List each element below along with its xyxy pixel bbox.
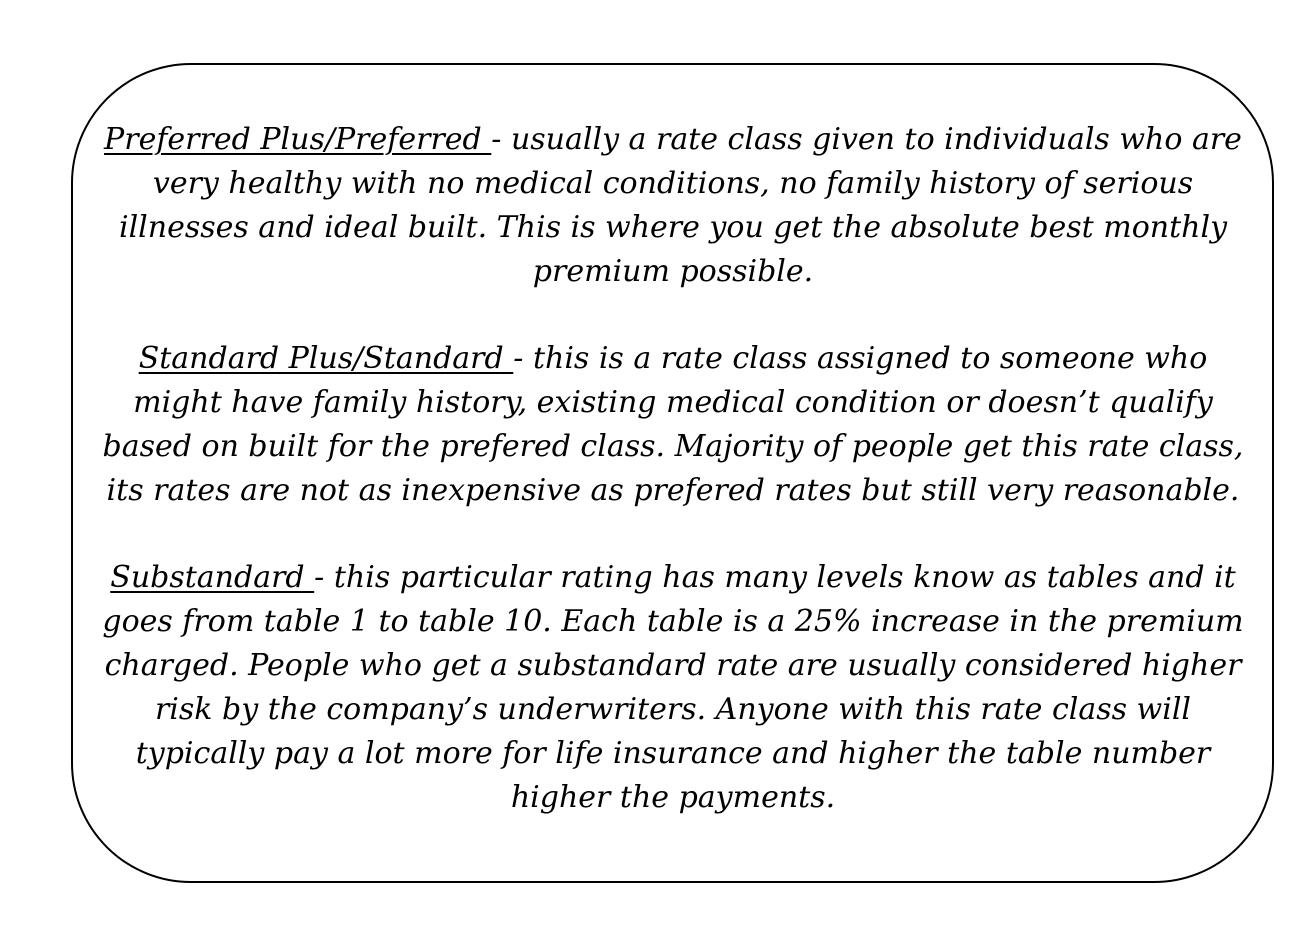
term-preferred: Preferred Plus/Preferred <box>104 122 492 157</box>
description-preferred: - usually a rate class given to individuals who are very healthy with no medical conditions, no family history of serious illnesses and ideal built. This is where you get the absolute best monthly premium possible. <box>118 122 1242 289</box>
term-substandard: Substandard <box>110 560 315 595</box>
description-standard: - this is a rate class assigned to someone who might have family history, existing medical condition or doesn’t qualify based on built for the prefered class. Majority of people get this rate class, its rates are not as inexpensive as prefered rates but still very reasonable. <box>102 341 1244 508</box>
definition-substandard <box>100 556 1246 820</box>
rate-class-definitions <box>100 118 1246 820</box>
term-standard: Standard Plus/Standard <box>138 341 514 376</box>
description-substandard: - this particular rating has many levels know as tables and it goes from table 1 to table 10. Each table is a 25% increase in the premium charged. People who get a substandard rate are usually considered higher risk by the company’s underwriters. Anyone with this rate class will typically pay a lot more for life insurance and higher the table number higher the payments. <box>102 560 1244 815</box>
definition-preferred <box>100 118 1246 294</box>
definition-standard <box>100 337 1246 513</box>
